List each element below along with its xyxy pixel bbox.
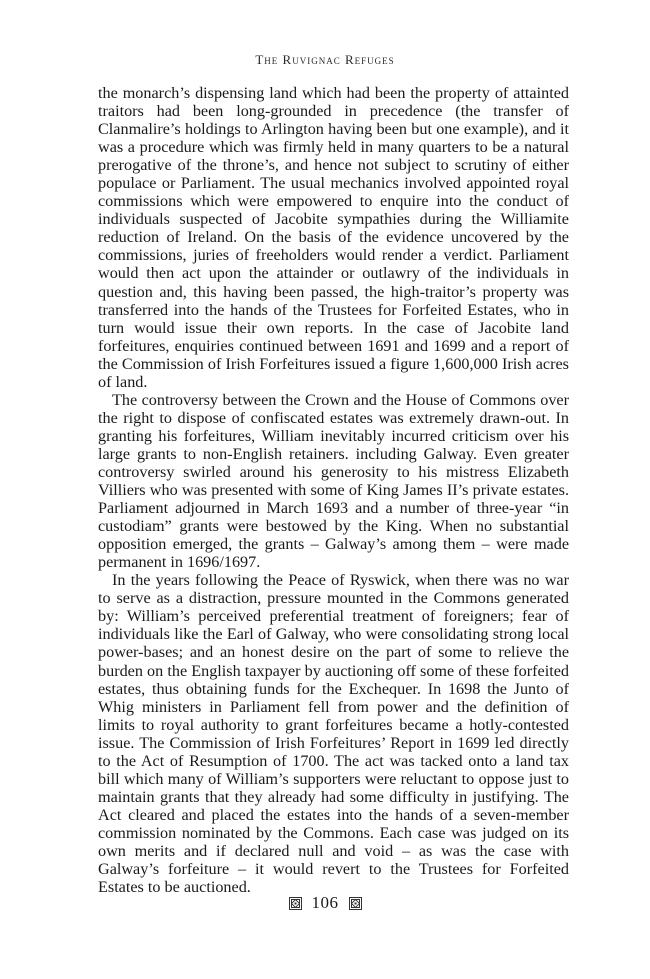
folio	[0, 893, 650, 913]
paragraph-2: The controversy between the Crown and the House of Commons over the right to dispose of confiscated estates was extremely drawn-out. In granting his forfeitures, William inevitably incurred criticism over his large grants to non-English retainers. including Galway. Even greater controversy swirled around his generosity to his mistress Elizabeth Villiers who was presented with some of King James II’s private estates. Parliament adjourned in March 1693 and a number of three-year “in custodiam” grants were bestowed by the King. When no substantial opposition emerged, the grants – Galway’s among them – were made permanent in 1696/1697.	[98, 390, 569, 572]
body-text	[98, 84, 569, 896]
celtic-knot-square-icon	[289, 897, 302, 910]
paragraph-3: In the years following the Peace of Ryswick, when there was no war to serve as a distraction, pressure mounted in the Commons generated by: William’s perceived preferential treatment of foreigners; fear of individuals like the Earl of Galway, who were consolidating strong local power-bases; and an honest desire on the part of some to relieve the burden on the English taxpayer by auctioning off some of these forfeited estates, thus obtaining funds for the Exchequer. In 1698 the Junto of Whig ministers in Parliament fell from power and the definition of limits to royal authority to grant forfeitures became a hotly-contested issue. The Commission of Irish Forfeitures’ Report in 1699 led directly to the Act of Resumption of 1700. The act was tacked onto a land tax bill which many of William’s supporters were reluctant to oppose just to maintain grants that they already had some difficulty in justifying. The Act cleared and placed the estates into the hands of a seven-member commission nominated by the Commons. Each case was judged on its own merits and if declared null and void – as was the case with Galway’s forfeiture – it would revert to the Trustees for Forfeited Estates to be auctioned.	[98, 571, 569, 897]
paragraph-1: the monarch’s dispensing land which had been the property of attainted traitors had been long-grounded in precedence (the transfer of Clanmalire’s holdings to Arlington having been but one example), and it was a procedure which was firmly held in many quarters to be a natural prerogative of the throne’s, and hence not subject to scrutiny of either populace or Parliament. The usual mechanics involved appointed royal commissions which were empowered to enquire into the conduct of individuals suspected of Jacobite sympathies during the Williamite reduction of Ireland. On the basis of the evidence uncovered by the commissions, juries of freeholders would render a verdict. Parliament would then act upon the attainder or outlawry of the individuals in question and, this having been passed, the high-traitor’s property was transferred into the hands of the Trustees for Forfeited Estates, who in turn would issue their own reports. In the case of Jacobite land forfeitures, enquiries continued between 1691 and 1699 and a report of the Commission of Irish Forfeitures issued a figure 1,600,000 Irish acres of land.	[98, 84, 569, 391]
page-number: 106	[311, 893, 339, 912]
celtic-knot-square-icon	[349, 897, 362, 910]
running-head: The Ruvignac Refuges	[255, 52, 395, 67]
